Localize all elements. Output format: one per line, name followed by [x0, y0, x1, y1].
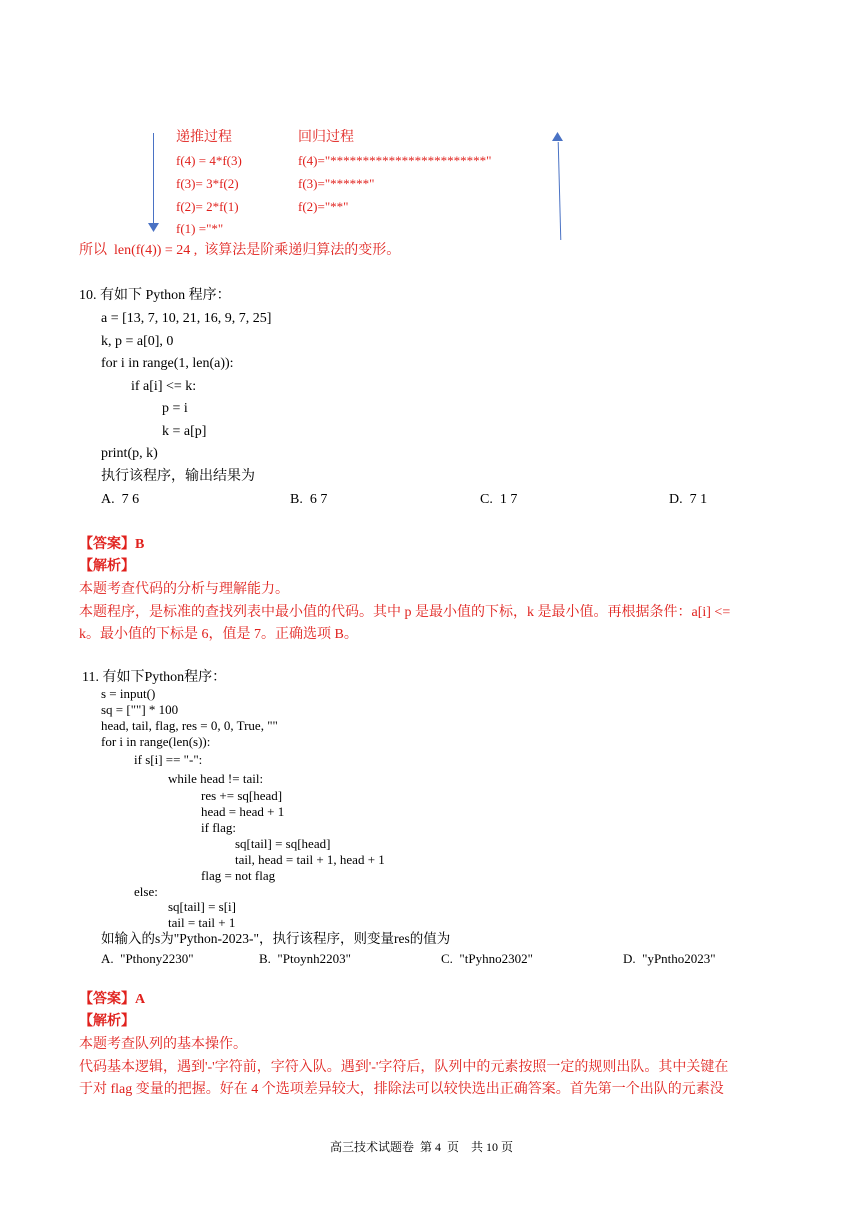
recursion-left-row: f(2)= 2*f(1)	[176, 199, 239, 214]
q11-code-line: for i in range(len(s)):	[101, 734, 211, 749]
q10-answer: 【答案】B	[79, 537, 145, 552]
q11-code-line: sq[tail] = sq[head]	[235, 836, 331, 851]
q11-option-b: B. "Ptoynh2203"	[259, 951, 351, 966]
q10-option-d: D. 7 1	[669, 492, 708, 507]
q11-option-c: C. "tPyhno2302"	[441, 951, 533, 966]
q11-answer: 【答案】A	[79, 992, 146, 1007]
recursion-left-row: f(3)= 3*f(2)	[176, 176, 239, 191]
q10-code-line: k, p = a[0], 0	[101, 334, 174, 349]
q11-analysis-label: 【解析】	[79, 1014, 135, 1029]
recursion-right-row: f(4)="************************"	[298, 153, 492, 168]
q11-code-line: head = head + 1	[201, 804, 285, 819]
up-arrow-icon	[552, 132, 564, 142]
q11-code-line: if flag:	[201, 820, 237, 835]
q10-code-line: a = [13, 7, 10, 21, 16, 9, 7, 25]	[101, 311, 272, 326]
q10-analysis-label: 【解析】	[79, 559, 135, 574]
q10-option-a: A. 7 6	[101, 492, 140, 507]
q10-title: 10. 有如下 Python 程序：	[79, 288, 231, 303]
q11-code-line: head, tail, flag, res = 0, 0, True, ""	[101, 718, 278, 733]
q11-code-line: flag = not flag	[201, 868, 276, 883]
q11-code-line: res += sq[head]	[201, 788, 283, 803]
q11-code-line: if s[i] == "-":	[134, 752, 203, 767]
q10-analysis-line: k。最小值的下标是 6，值是 7。正确选项 B。	[79, 627, 358, 642]
q11-code-line: else:	[134, 884, 158, 899]
q11-code-line: s = input()	[101, 686, 156, 701]
q11-code-line: tail = tail + 1	[168, 915, 236, 930]
q10-analysis-line: 本题考查代码的分析与理解能力。	[79, 582, 289, 597]
recursion-left-row: f(1) ="*"	[176, 221, 224, 236]
q11-analysis-line: 代码基本逻辑，遇到'-'字符前，字符入队。遇到'-'字符后，队列中的元素按照一定的规则出队。其中关键在	[79, 1060, 729, 1075]
page-footer: 高三技术试题卷 第 4 页 共 10 页	[330, 1140, 514, 1154]
recursion-conclusion: 所以 len(f(4)) = 24 , 该算法是阶乘递归算法的变形。	[79, 243, 401, 258]
q11-code-line: tail, head = tail + 1, head + 1	[235, 852, 385, 867]
q10-code-line: p = i	[162, 401, 188, 416]
q10-code-line: if a[i] <= k:	[131, 379, 197, 394]
q11-analysis-line: 于对 flag 变量的把握。好在 4 个选项差异较大，排除法可以较快选出正确答案。首先第一个出队的元素没	[79, 1082, 724, 1097]
q11-code-line: while head != tail:	[168, 771, 264, 786]
q11-option-d: D. "yPntho2023"	[623, 951, 716, 966]
q11-title: 11. 有如下Python程序：	[82, 670, 227, 685]
recursion-header-left: 递推过程	[176, 130, 232, 145]
q11-option-a: A. "Pthony2230"	[101, 951, 194, 966]
recursion-header-right: 回归过程	[298, 130, 354, 145]
down-arrow-icon	[148, 223, 160, 233]
recursion-left-row: f(4) = 4*f(3)	[176, 153, 242, 168]
recursion-right-row: f(3)="******"	[298, 176, 375, 191]
q10-code-line: k = a[p]	[162, 424, 207, 439]
q11-code-line: sq = [""] * 100	[101, 702, 179, 717]
q11-code-line: sq[tail] = s[i]	[168, 899, 236, 914]
q11-analysis-line: 本题考查队列的基本操作。	[79, 1037, 247, 1052]
q10-code-line: print(p, k)	[101, 446, 158, 461]
q10-option-b: B. 6 7	[290, 492, 328, 507]
q10-code-line: for i in range(1, len(a)):	[101, 356, 234, 371]
down-arrow-line	[153, 133, 154, 225]
q10-prompt: 执行该程序，输出结果为	[101, 469, 255, 484]
recursion-right-row: f(2)="**"	[298, 199, 349, 214]
q10-option-c: C. 1 7	[480, 492, 518, 507]
up-arrow-line	[558, 142, 562, 240]
q11-prompt: 如输入的s为"Python-2023-"，执行该程序，则变量res的值为	[101, 931, 451, 946]
q10-analysis-line: 本题程序，是标准的查找列表中最小值的代码。其中 p 是最小值的下标，k 是最小值。再根据条件：a[i] <=	[79, 605, 731, 620]
